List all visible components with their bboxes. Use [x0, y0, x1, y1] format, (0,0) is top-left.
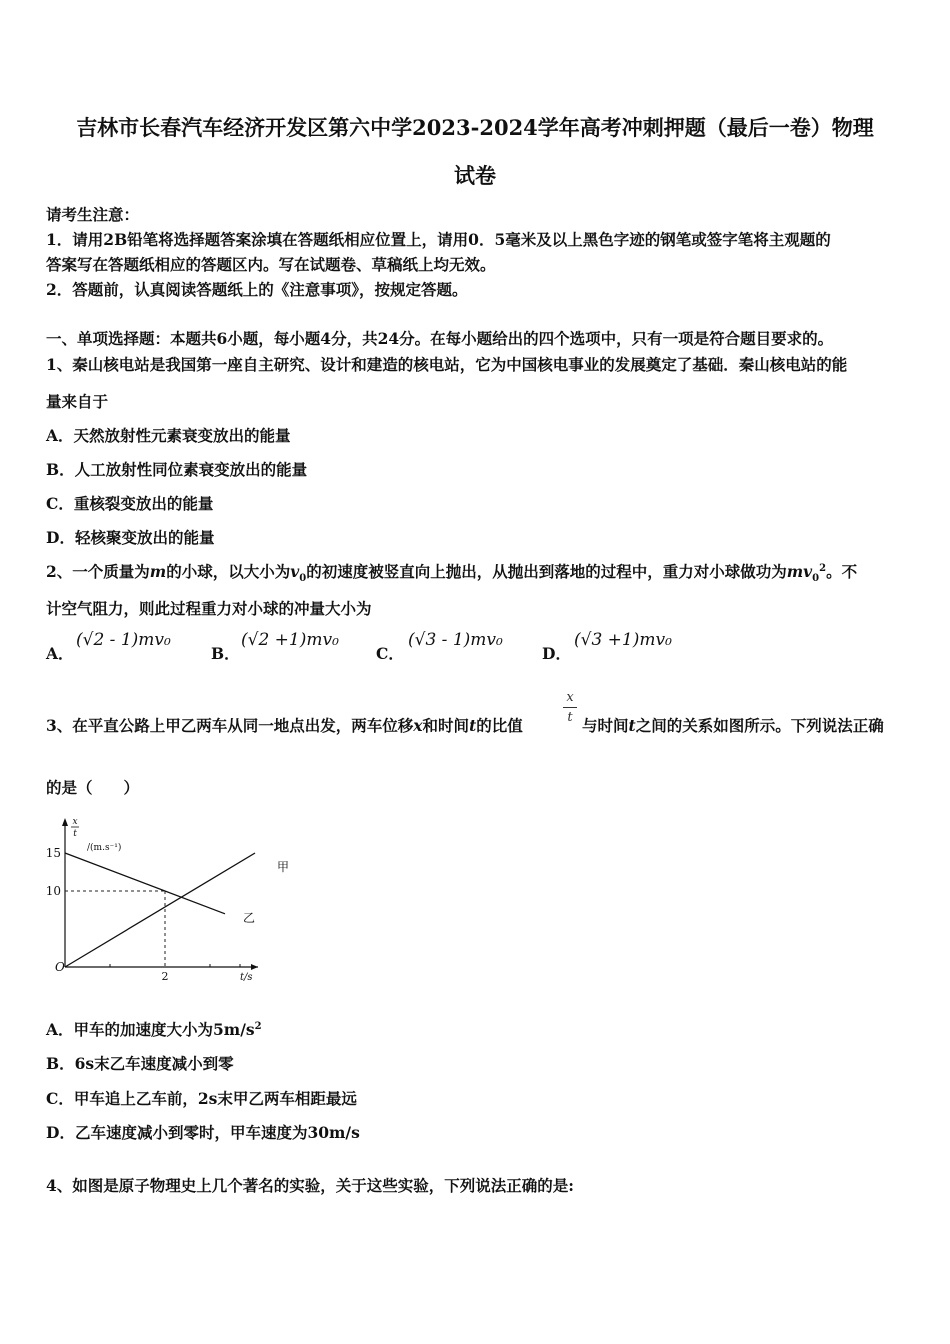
q3-option-c: C．甲车追上乙车前，2s末甲乙两车相距最远	[46, 1089, 357, 1108]
q3-stem-line2: 的是（ ）	[46, 778, 140, 797]
q2-stem-line1: 2、一个质量为m的小球，以大小为$v_0$的初速度被竖直向上抛出，从抛出到落地的过程中，重力对小球做功为$mv_0^2$。不	[46, 562, 858, 585]
section-heading: 一、单项选择题：本题共6小题，每小题4分，共24分。在每小题给出的四个选项中，只有一项是符合题目要求的。	[46, 329, 834, 348]
y-tick-label: 10	[45, 884, 61, 898]
series-line-yi	[65, 853, 225, 914]
q1-stem-line2: 量来自于	[46, 392, 109, 411]
q2-stem-line2: 计空气阻力，则此过程重力对小球的冲量大小为	[46, 599, 372, 618]
q3-stem-line1-left: 3、在平直公路上甲乙两车从同一地点出发，两车位移x和时间t的比值	[46, 716, 523, 735]
q1-option-c: C．重核裂变放出的能量	[46, 494, 214, 513]
x-axis-label: t/s	[240, 972, 253, 983]
paper-title-line1: 吉林市长春汽车经济开发区第六中学2023-2024学年高考冲刺押题（最后一卷）物理	[76, 115, 874, 140]
notice-item-2: 2．答题前，认真阅读答题纸上的《注意事项》，按规定答题。	[46, 280, 468, 299]
q1-option-a: A．天然放射性元素衰变放出的能量	[46, 426, 291, 445]
y-axis-arrow	[62, 818, 68, 826]
y-axis-label-numerator: x	[72, 817, 78, 827]
y-tick-label: 15	[45, 846, 61, 860]
q1-option-b: B．人工放射性同位素衰变放出的能量	[46, 460, 308, 479]
notice-heading: 请考生注意：	[46, 205, 140, 224]
paper-title-line2: 试卷	[454, 163, 496, 188]
notice-item-1a: 1．请用2B铅笔将选择题答案涂填在答题纸相应位置上，请用0．5毫米及以上黑色字迹的钢笔或签字笔将主观题的	[46, 230, 831, 249]
series-label: 乙	[243, 910, 256, 925]
series-label: 甲	[277, 860, 290, 874]
q3-stem-line1-right: 与时间t之间的关系如图所示。下列说法正确	[582, 716, 884, 735]
y-axis-unit: /(m.s⁻¹)	[87, 843, 122, 853]
q1-option-d: D．轻核聚变放出的能量	[46, 528, 215, 547]
q1-stem-line1: 1、秦山核电站是我国第一座自主研究、设计和建造的核电站，它为中国核电事业的发展奠定了基础．秦山核电站的能	[46, 355, 848, 374]
q4-stem: 4、如图是原子物理史上几个著名的实验，关于这些实验，下列说法正确的是:	[46, 1176, 575, 1195]
x-axis-arrow	[251, 964, 258, 970]
series-line-jia	[65, 853, 255, 967]
q3-graph	[40, 812, 290, 983]
x-tick-label: 2	[161, 970, 169, 983]
notice-item-1b: 答案写在答题纸相应的答题区内。写在试题卷、草稿纸上均无效。	[46, 255, 496, 274]
q2-options: A． (√2 - 1)mv₀ B． (√2 +1)mv₀ C． (√3 - 1)mv₀ D． (√3 +1)mv₀	[46, 630, 672, 663]
q3-option-b: B．6s末乙车速度减小到零	[46, 1054, 234, 1073]
q3-option-d: D．乙车速度减小到零时，甲车速度为30m/s	[46, 1123, 360, 1142]
q3-fraction-x-over-t: x t	[563, 690, 577, 725]
q3-option-a: A．甲车的加速度大小为$5m/s^2$	[46, 1020, 262, 1039]
y-axis-label-denominator: t	[73, 829, 77, 839]
origin-label: O	[55, 960, 65, 974]
